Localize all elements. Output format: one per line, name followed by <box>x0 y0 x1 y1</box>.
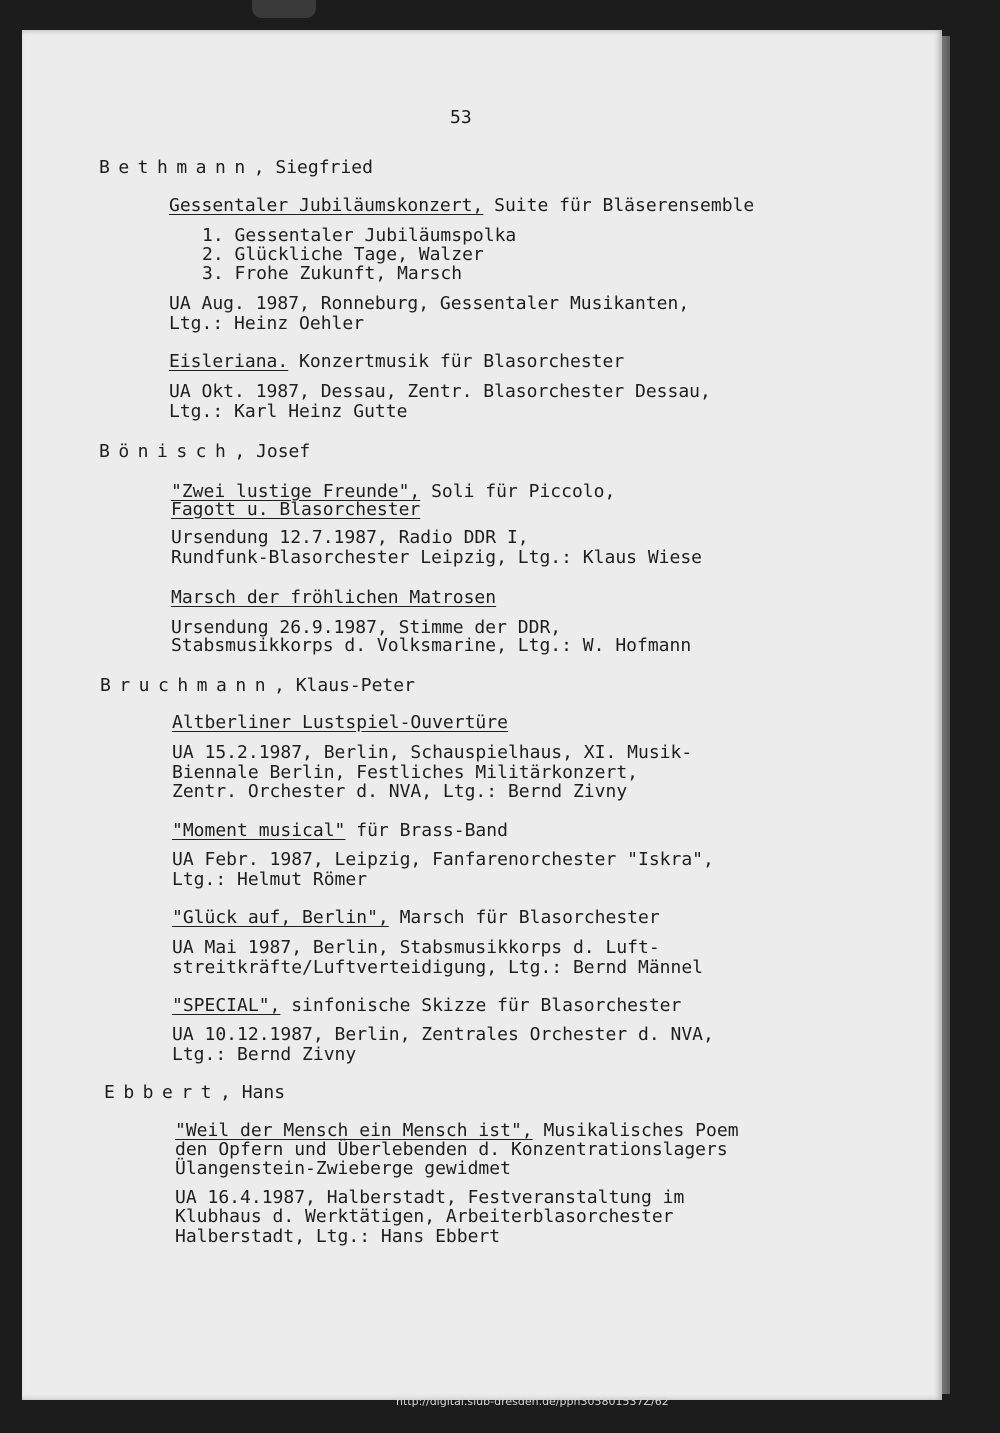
work-title-line <box>172 996 681 1016</box>
work-title: "Weil der Mensch ein Mensch ist", <box>175 1120 533 1141</box>
work-title: "Zwei lustige Freunde", <box>171 481 421 502</box>
composer-heading <box>99 158 373 178</box>
composer-given-name: , Hans <box>220 1082 286 1103</box>
performance-line: UA Okt. 1987, Dessau, Zentr. Blasorchester Dessau, <box>169 381 711 402</box>
work-part: 2. Glückliche Tage, Walzer <box>202 244 484 265</box>
composer-heading <box>100 676 415 696</box>
work-title-line <box>169 352 624 372</box>
performance-line: Ltg.: Bernd Zivny <box>172 1044 357 1065</box>
page-number: 53 <box>450 107 472 128</box>
performance-line: Stabsmusikkorps d. Volksmarine, Ltg.: W. Hofmann <box>171 635 692 656</box>
work-title: "SPECIAL", <box>172 995 281 1016</box>
performance-line: Ltg.: Heinz Oehler <box>169 313 365 334</box>
work-description-line: Ülangenstein-Zwieberge gewidmet <box>175 1158 511 1179</box>
work-description: Soli für Piccolo, <box>420 481 616 502</box>
work-title-line <box>169 196 754 216</box>
work-title-line <box>171 588 496 608</box>
work-description: sinfonische Skizze für Blasorchester <box>280 995 682 1016</box>
performance-line: Zentr. Orchester d. NVA, Ltg.: Bernd Zivny <box>172 781 628 802</box>
work-title-line <box>175 1121 739 1141</box>
work-title: Gessentaler Jubiläumskonzert, <box>169 195 484 216</box>
performance-line: Ltg.: Helmut Römer <box>172 869 368 890</box>
work-title: Eisleriana. <box>169 351 289 372</box>
work-title: Marsch der fröhlichen Matrosen <box>171 587 497 608</box>
performance-line: UA Mai 1987, Berlin, Stabsmusikkorps d. Luft- <box>172 937 660 958</box>
composer-given-name: , Klaus-Peter <box>274 675 415 696</box>
work-part: 3. Frohe Zukunft, Marsch <box>202 263 463 284</box>
performance-line: Klubhaus d. Werktätigen, Arbeiterblasorchester <box>175 1206 674 1227</box>
composer-heading <box>104 1083 285 1103</box>
work-description: für Brass-Band <box>345 820 508 841</box>
performance-line: Biennale Berlin, Festliches Militärkonzert, <box>172 762 638 783</box>
work-title-line <box>172 713 508 733</box>
work-title-continuation: Fagott u. Blasorchester <box>171 499 421 520</box>
performance-line: UA Febr. 1987, Leipzig, Fanfarenorchester "Iskra", <box>172 849 714 870</box>
performance-line: UA Aug. 1987, Ronneburg, Gessentaler Musikanten, <box>169 293 690 314</box>
work-title: "Glück auf, Berlin", <box>172 907 389 928</box>
document-page <box>22 30 942 1400</box>
work-description: Suite für Bläserensemble <box>483 195 755 216</box>
performance-line: UA 10.12.1987, Berlin, Zentrales Orchester d. NVA, <box>172 1024 714 1045</box>
work-title-line <box>171 500 420 520</box>
source-url[interactable]: http://digital.slub-dresden.de/ppn305801537Z/62 <box>396 1395 669 1408</box>
work-title: "Moment musical" <box>172 820 346 841</box>
composer-name: Ebbert <box>104 1082 221 1103</box>
work-title-line <box>172 821 508 841</box>
composer-name: Bethmann <box>99 157 254 178</box>
composer-name: Bönisch <box>99 441 235 462</box>
performance-line: UA 15.2.1987, Berlin, Schauspielhaus, XI. Musik- <box>172 742 693 763</box>
work-description: Musikalisches Poem <box>532 1120 739 1141</box>
performance-line: streitkräfte/Luftverteidigung, Ltg.: Bernd Männel <box>172 957 704 978</box>
performance-line: Ursendung 12.7.1987, Radio DDR I, <box>171 527 529 548</box>
composer-given-name: , Siegfried <box>253 157 373 178</box>
work-title-line <box>172 908 660 928</box>
work-part: 1. Gessentaler Jubiläumspolka <box>202 225 517 246</box>
performance-line: Ltg.: Karl Heinz Gutte <box>169 401 408 422</box>
performance-line: UA 16.4.1987, Halberstadt, Festveranstaltung im <box>175 1187 685 1208</box>
work-description-line: den Opfern und Überlebenden d. Konzentrationslagers <box>175 1139 728 1160</box>
performance-line: Ursendung 26.9.1987, Stimme der DDR, <box>171 617 562 638</box>
performance-line: Halberstadt, Ltg.: Hans Ebbert <box>175 1226 501 1247</box>
composer-name: Bruchmann <box>100 675 275 696</box>
work-description: Marsch für Blasorchester <box>388 907 660 928</box>
work-title: Altberliner Lustspiel-Ouvertüre <box>172 712 508 733</box>
composer-given-name: , Josef <box>234 441 311 462</box>
composer-heading <box>99 442 310 462</box>
binding-clip <box>252 0 316 18</box>
performance-line: Rundfunk-Blasorchester Leipzig, Ltg.: Klaus Wiese <box>171 547 703 568</box>
work-description: Konzertmusik für Blasorchester <box>288 351 625 372</box>
